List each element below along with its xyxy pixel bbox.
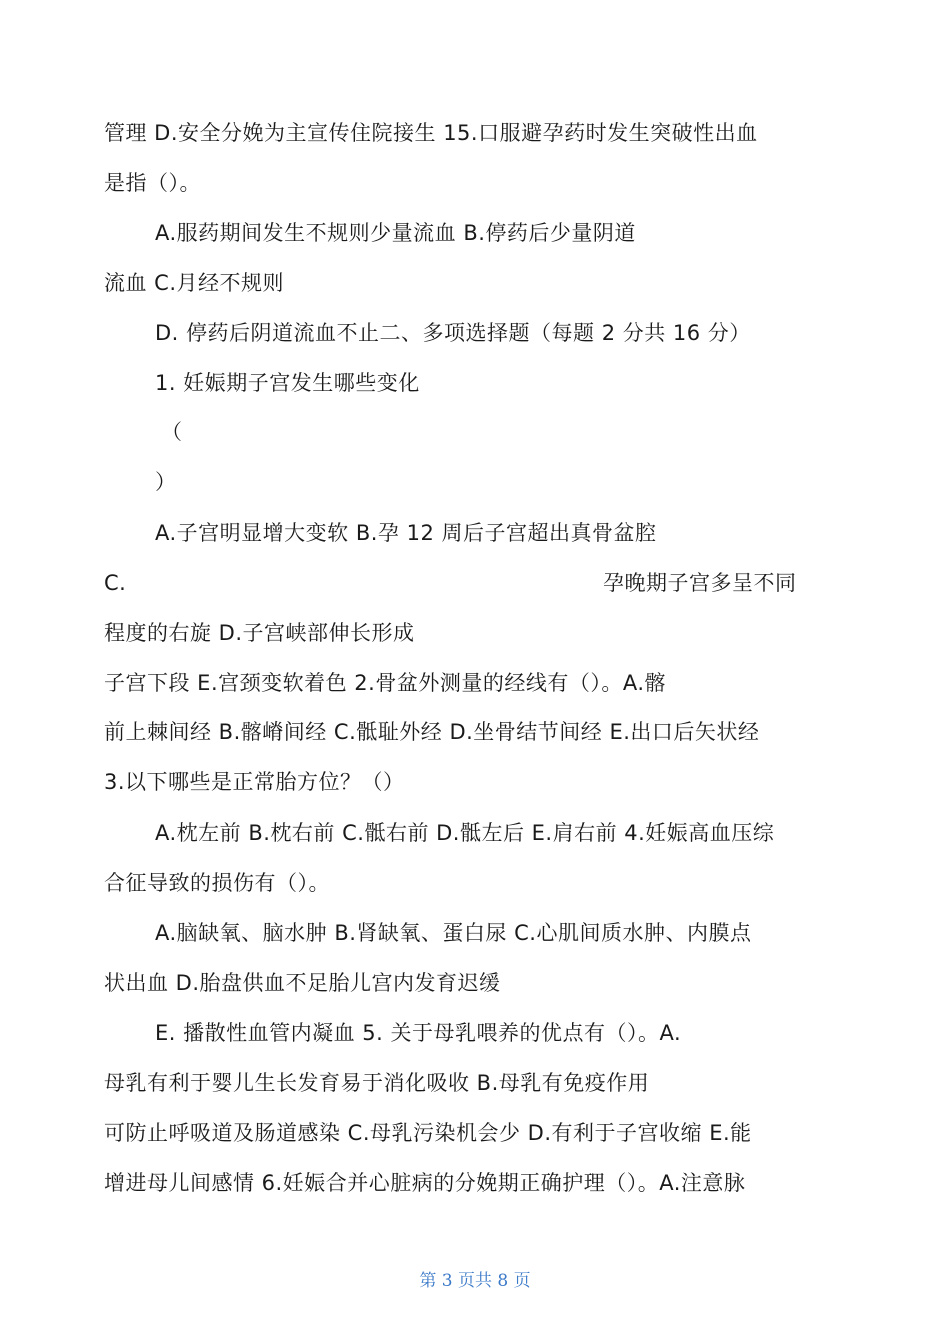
text-line: 管理 D.安全分娩为主宣传住院接生 15.口服避孕药时发生突破性出血 bbox=[104, 121, 758, 145]
text-line: A.服药期间发生不规则少量流血 B.停药后少量阴道 bbox=[155, 221, 636, 245]
section-heading: D. 停药后阴道流血不止二、多项选择题（每题 2 分共 16 分） bbox=[155, 321, 751, 345]
text-line: A.子宫明显增大变软 B.孕 12 周后子宫超出真骨盆腔 bbox=[155, 521, 657, 545]
text-line: 增进母儿间感情 6.妊娠合并心脏病的分娩期正确护理（）。A.注意脉 bbox=[104, 1171, 746, 1195]
text-line: C. bbox=[104, 571, 127, 595]
text-line: 是指（）。 bbox=[104, 171, 201, 195]
text-line: 孕晚期子宫多呈不同 bbox=[603, 571, 797, 595]
question-text: 1. 妊娠期子宫发生哪些变化 bbox=[155, 371, 420, 395]
question-text: 3.以下哪些是正常胎方位？（） bbox=[104, 770, 405, 794]
text-line: 状出血 D.胎盘供血不足胎儿宫内发育迟缓 bbox=[104, 971, 501, 995]
text-line: 合征导致的损伤有（）。 bbox=[104, 871, 330, 895]
text-line: E. 播散性血管内凝血 5. 关于母乳喂养的优点有（）。A. bbox=[155, 1021, 682, 1045]
text-line: A.枕左前 B.枕右前 C.骶右前 D.骶左后 E.肩右前 4.妊娠高血压综 bbox=[155, 821, 775, 845]
text-line: 母乳有利于婴儿生长发育易于消化吸收 B.母乳有免疫作用 bbox=[104, 1071, 650, 1095]
text-line: 程度的右旋 D.子宫峡部伸长形成 bbox=[104, 621, 415, 645]
text-line: 流血 C.月经不规则 bbox=[104, 271, 285, 295]
text-line: 子宫下段 E.宫颈变软着色 2.骨盆外测量的经线有（）。A.髂 bbox=[104, 671, 667, 695]
text-line: A.脑缺氧、脑水肿 B.肾缺氧、蛋白尿 C.心肌间质水肿、内膜点 bbox=[155, 921, 752, 945]
text-line: 前上棘间经 B.髂嵴间经 C.骶耻外经 D.坐骨结节间经 E.出口后矢状经 bbox=[104, 720, 760, 744]
text-line: 可防止呼吸道及肠道感染 C.母乳污染机会少 D.有利于子宫收缩 E.能 bbox=[104, 1121, 752, 1145]
answer-bracket-open: （ bbox=[161, 420, 183, 444]
answer-bracket-close: ） bbox=[155, 470, 177, 494]
page-number-footer: 第 3 页共 8 页 bbox=[419, 1271, 531, 1291]
